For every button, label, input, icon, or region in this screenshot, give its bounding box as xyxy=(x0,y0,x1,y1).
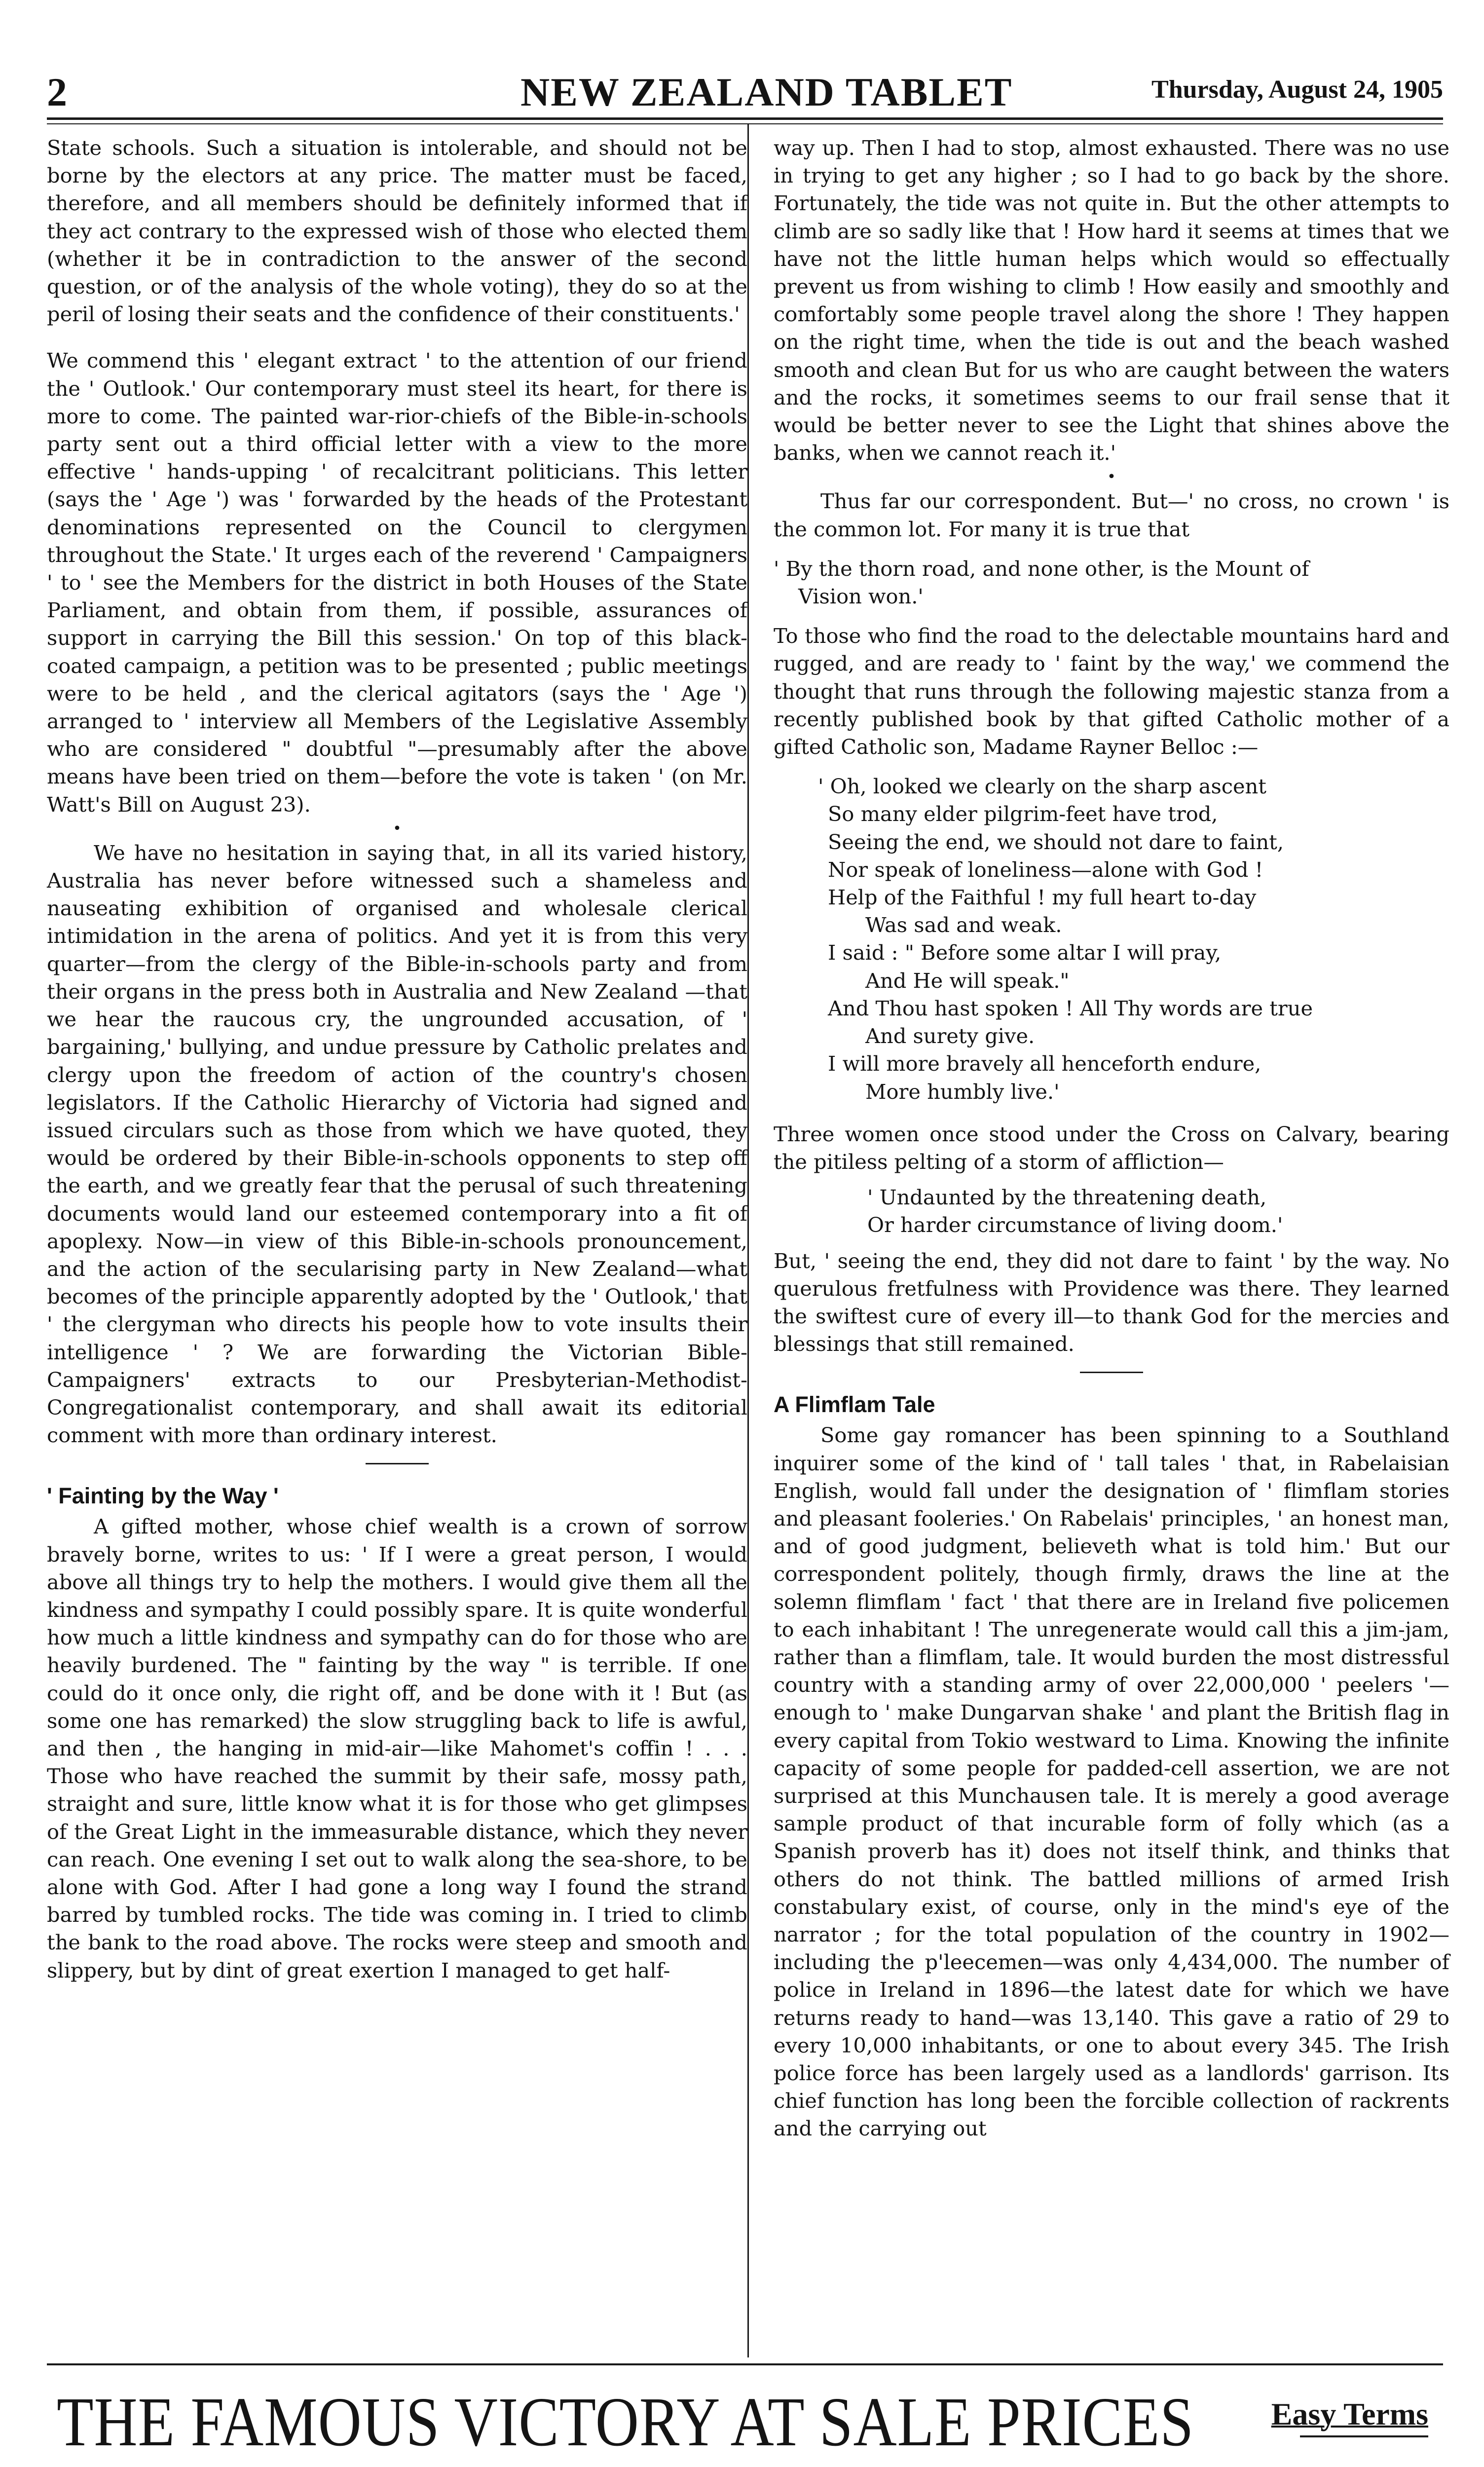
poem-line: Seeing the end, we should not dare to faint, xyxy=(828,829,1284,854)
masthead-rule-thin xyxy=(47,123,1443,124)
section-divider xyxy=(366,1463,429,1464)
poem-line: ' Oh, looked we clearly on the sharp ascent xyxy=(818,774,1266,799)
paragraph: Three women once stood under the Cross on Calvary, bearing the pitiless pelting of a storm of affliction— xyxy=(774,1121,1449,1174)
quote-line: ' By the thorn road, and none other, is the Mount of xyxy=(774,556,1309,581)
advert-rule xyxy=(47,2363,1443,2365)
poem-line: Nor speak of loneliness—alone with God ! xyxy=(828,857,1263,882)
paragraph: way up. Then I had to stop, almost exhausted. There was no use in trying to get any higher ; so I had to go back by the shore. Fortunately, the tide was not quite in. But the other attempts to climb are so sadly like that ! How hard it seems at times that we have not the little human helps which would so effectually prevent us from wishing to climb ! How easily and smoothly and comfortably some people travel along the shore ! They happen on the right time, when the tide is out and the beach washed smooth and clean But for us who are caught between the waters and the rocks, it sometimes seems to our frail sense that it would be better never to see the Light that shines above the banks, when we cannot reach it.' xyxy=(774,136,1449,465)
section-star: • xyxy=(1107,468,1116,486)
paragraph: But, ' seeing the end, they did not dare to faint ' by the way. No querulous fretfulness with Providence was there. They learned the swiftest cure of every ill—to thank God for the mercies and blessings that still remained. xyxy=(774,1248,1449,1356)
quote-line: Or harder circumstance of living doom.' xyxy=(867,1213,1283,1237)
page-number: 2 xyxy=(47,70,67,114)
poem-line: And surety give. xyxy=(865,1024,1035,1048)
poem-line: I said : " Before some altar I will pray, xyxy=(828,940,1222,965)
paragraph: A gifted mother, whose chief wealth is a crown of sorrow bravely borne, writes to us: ' If I were a great person, I would above all things try to help the mothers. I would give them all the kindness and sympathy I could possibly spare. It is quite wonderful how much a little kindness and sympathy can do for those who are heavily burdened. The " fainting by the way " is terrible. If one could do it once only, die right off, and be done with it ! But (as some one has remarked) the slow struggling back to life is awful, and then , the hanging in mid-air—like Mahomet's coffin ! . . . Those who have reached the summit by their safe, mossy path, straight and sure, little know what it is for those who get glimpses of the Great Light in the immeasurable distance, which they never can reach. One evening I set out to walk along the sea-shore, to be alone with God. After I had gone a long way I found the strand barred by tumbled rocks. The tide was coming in. I tried to climb the bank to the road above. The rocks were steep and smooth and slippery, but by dint of great exertion I managed to get half- xyxy=(47,1514,747,1982)
paragraph: Thus far our correspondent. But—' no cross, no crown ' is the common lot. For many it is true that xyxy=(774,489,1449,541)
masthead xyxy=(47,69,1443,118)
poem-line: And Thou hast spoken ! All Thy words are true xyxy=(828,996,1313,1020)
block-quote xyxy=(774,555,1449,610)
poem-line: Help of the Faithful ! my full heart to-day xyxy=(828,885,1257,910)
masthead-rule xyxy=(47,117,1443,120)
left-column xyxy=(47,134,747,1984)
quote-line: ' Undaunted by the threatening death, xyxy=(867,1185,1267,1210)
advertisement-banner xyxy=(47,2373,1443,2467)
paragraph: Some gay romancer has been spinning to a Southland inquirer some of the kind of ' tall tales ' that, in Rabelaisian English, would fall under the designation of ' flimflam stories and pleasant fooleries.' On Rabelais' principles, ' an honest man, and of good judgment, believeth what is told him.' But our correspondent politely, though firmly, draws the line at the solemn flimflam ' fact ' that there are in Ireland five policemen to each inhabitant ! The unregenerate would call this a jim-jam, rather than a flimflam, tale. It would burden the most distressful country with a standing army of over 22,000,000 ' peelers '—enough to ' make Dungarvan shake ' and plant the British flag in every capital from Tokio westward to Lima. Knowing the infinite capacity of some people for padded-cell assertion, we are not surprised at this Munchausen tale. It is merely a good average sample product of that incurable form of folly which (as a Spanish proverb has it) does not itself think, and thinks that others do not think. The battled millions of armed Irish constabulary exist, of course, only in the mind's eye of the narrator ; for the total population of the country in 1902—including the p'leecemen—was only 4,434,000. The number of police in Ireland in 1896—the latest date for which we have returns ready to hand—was 13,140. This gave a ratio of 29 to every 10,000 inhabitants, or one to about every 345. The Irish police force has been largely used as a landlords' garrison. Its chief function has long been the forcible collection of rackrents and the carrying out xyxy=(774,1423,1449,2141)
column-divider xyxy=(747,123,749,2357)
poem-line: And He will speak." xyxy=(865,968,1070,993)
section-star: • xyxy=(393,820,402,837)
advert-terms: Easy Terms xyxy=(1271,2396,1428,2431)
poem-line: So many elder pilgrim-feet have trod, xyxy=(828,802,1218,826)
paragraph: To those who find the road to the delectable mountains hard and rugged, and are ready to ' faint by the way,' we commend the thought that runs through the following majestic stanza from a recently published book by that gifted Catholic mother of a gifted Catholic son, Madame Rayner Belloc :— xyxy=(774,624,1449,759)
paragraph: State schools. Such a situation is intolerable, and should not be borne by the electors at any price. The matter must be faced, therefore, and all members should be definitely informed that if they act contrary to the expressed wish of those who elected them (whether it be in contradiction to the answer of the second question, or of the analysis of the whole voting), they do so at the peril of losing their seats and the confidence of their constituents.' xyxy=(47,136,747,327)
poem-line: Was sad and weak. xyxy=(865,913,1062,937)
paragraph: We have no hesitation in saying that, in all its varied history, Australia has never before witnessed such a shameless and nauseating exhibition of organised and wholesale clerical intimidation in the arena of politics. And yet it is from this very quarter—from the clergy of the Bible-in-schools party and from their organs in the press both in Australia and New Zealand —that we hear the raucous cry, the ungrounded accusation, of ' bargaining,' bullying, and undue pressure by Catholic prelates and clergy upon the freedom of action of the country's chosen legislators. If the Catholic Hierarchy of Victoria had signed and issued circulars such as those from which we have quoted, they would be ordered by their Bible-in-schools opponents to step off the earth, and we greatly fear that the perusal of such threatening documents would land our esteemed contemporary into a fit of apoplexy. Now—in view of this Bible-in-schools pronouncement, and the action of the secularising party in New Zealand—what becomes of the principle apparently adopted by the ' Outlook,' that ' the clergyman who directs his people how to vote insults their intelligence ' ? We are forwarding the Victorian Bible-Campaigners' extracts to our Presbyterian-Methodist-Congregationalist contemporary, and shall await its editorial comment with more than ordinary interest. xyxy=(47,840,747,1448)
section-heading: A Flimflam Tale xyxy=(774,1392,935,1418)
section-heading: ' Fainting by the Way ' xyxy=(47,1483,279,1509)
poem-line: I will more bravely all henceforth endure, xyxy=(828,1051,1261,1076)
paragraph: We commend this ' elegant extract ' to the attention of our friend the ' Outlook.' Our contemporary must steel its heart, for there is more to come. The painted war-rior-chiefs of the Bible-in-schools party sent out a third official letter with a view to the more effective ' hands-upping ' of recalcitrant politicians. This letter (says the ' Age ') was ' forwarded by the heads of the Protestant denominations represented on the Council to clergymen throughout the State.' It urges each of the reverend ' Campaigners ' to ' see the Members for the district in both Houses of the State Parliament, and obtain from them, if possible, assurances of support in carrying the Bill this session.' On top of this black-coated campaign, a petition was to be presented ; public meetings were to be held , and the clerical agitators (says the ' Age ') arranged to ' interview all Members of the Legislative Assembly who are considered " doubtful "—presumably after the above means have been tried on them—before the vote is taken ' (on Mr. Watt's Bill on August 23). xyxy=(47,348,747,817)
issue-date: Thursday, August 24, 1905 xyxy=(1151,75,1443,104)
poem xyxy=(774,773,1449,1105)
quote-line: Vision won.' xyxy=(798,584,924,609)
advert-headline: THE FAMOUS VICTORY AT SALE PRICES xyxy=(57,2383,1194,2461)
newspaper-title: NEW ZEALAND TABLET xyxy=(520,70,1013,114)
block-quote xyxy=(774,1184,1449,1239)
poem-line: More humbly live.' xyxy=(865,1079,1060,1104)
right-column xyxy=(774,134,1449,2143)
advert-terms-underline xyxy=(1300,2435,1428,2437)
section-divider xyxy=(1080,1372,1143,1373)
